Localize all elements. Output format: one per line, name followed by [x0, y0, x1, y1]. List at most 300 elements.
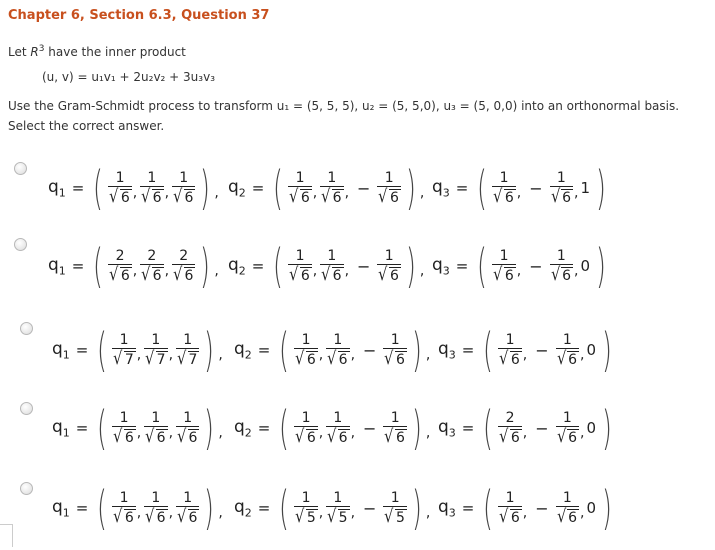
denominator	[326, 426, 349, 446]
comma: ,	[214, 263, 219, 279]
vector-q3	[438, 322, 616, 378]
vector-subscript: 3	[448, 506, 456, 520]
denominator	[556, 506, 579, 526]
vector-label: $q_3$	[438, 496, 456, 520]
equals-sign: =	[461, 499, 475, 517]
numerator: 1	[499, 248, 509, 264]
fraction	[112, 410, 135, 446]
right-paren: )	[602, 323, 612, 377]
radicand: 6	[152, 268, 162, 284]
denominator	[144, 348, 167, 368]
comma: ,	[136, 505, 142, 521]
radical-sign: √	[141, 186, 151, 207]
choice-radio-5[interactable]	[20, 482, 33, 495]
radicand: 6	[188, 510, 198, 526]
fraction	[326, 332, 349, 368]
radical-sign: √	[113, 426, 123, 447]
left-paren: (	[93, 239, 104, 293]
numerator: 1	[562, 490, 572, 506]
fraction	[320, 170, 343, 206]
numerator: 1	[327, 170, 337, 186]
denominator	[383, 506, 406, 526]
vector-label: $q_2$	[234, 338, 252, 362]
space-exponent: 3	[38, 44, 45, 54]
radical-sign: √	[289, 186, 299, 207]
denominator	[288, 264, 311, 284]
numerator: 1	[301, 490, 311, 506]
intro-suffix: have the inner product	[44, 45, 186, 59]
fraction	[140, 248, 163, 284]
vector-label: $q_1$	[48, 176, 66, 200]
numerator: 1	[183, 490, 193, 506]
denominator	[377, 264, 400, 284]
radicand: 6	[300, 268, 310, 284]
radicand: 6	[300, 190, 310, 206]
right-paren: )	[204, 481, 215, 535]
question-title: Chapter 6, Section 6.3, Question 37	[8, 8, 270, 23]
vector-q2	[228, 160, 426, 216]
numerator: 1	[384, 248, 394, 264]
left-paren: (	[93, 161, 104, 215]
right-paren: )	[405, 161, 416, 215]
numerator: 1	[562, 410, 572, 426]
fraction	[172, 170, 195, 206]
denominator	[377, 186, 400, 206]
comma: ,	[419, 263, 425, 279]
radical-sign: √	[556, 348, 566, 369]
vector-q1	[52, 400, 225, 456]
minus-sign: −	[357, 256, 371, 276]
vector-q2	[234, 480, 432, 536]
vector-subscript: 1	[58, 264, 66, 278]
numerator: 1	[390, 490, 400, 506]
fraction	[498, 490, 521, 526]
fraction	[556, 410, 579, 446]
radicand: 6	[188, 430, 198, 446]
denominator	[176, 348, 199, 368]
left-paren: (	[483, 323, 494, 377]
radical-sign: √	[327, 348, 337, 369]
vector-subscript: 3	[448, 348, 456, 362]
vector-subscript: 1	[62, 348, 70, 362]
left-paren: (	[483, 481, 494, 535]
radicand: 6	[510, 352, 520, 368]
fraction	[383, 332, 406, 368]
inner-product-formula: (u, v) = u₁v₁ + 2u₂v₂ + 3u₃v₃	[42, 70, 216, 84]
instruction-line-1: Use the Gram-Schmidt process to transform u₁ = (5, 5, 5), u₂ = (5, 5,0), u₃ = (5, 0,0) into an orthonormal basis.	[8, 99, 680, 113]
left-paren: (	[279, 481, 290, 535]
denominator	[320, 186, 343, 206]
right-paren: )	[204, 323, 215, 377]
fraction	[326, 410, 349, 446]
denominator	[108, 186, 131, 206]
numerator: 1	[384, 170, 394, 186]
left-paren: (	[97, 323, 108, 377]
radical-sign: √	[493, 186, 503, 207]
comma: ,	[218, 425, 223, 441]
radical-sign: √	[145, 348, 155, 369]
fraction	[144, 332, 167, 368]
comma: ,	[516, 185, 522, 201]
left-paren: (	[279, 401, 290, 455]
radicand: 6	[562, 268, 571, 284]
vector-subscript: 1	[62, 506, 70, 520]
left-paren: (	[273, 161, 284, 215]
radical-sign: √	[550, 186, 560, 207]
vector-label: $q_1$	[52, 496, 70, 520]
fraction	[383, 490, 406, 526]
numerator: 1	[505, 490, 515, 506]
radical-sign: √	[295, 348, 305, 369]
radicand: 6	[124, 430, 134, 446]
vector-label: $q_2$	[228, 254, 246, 278]
vector-subscript: 2	[244, 348, 252, 362]
vector-q2	[234, 400, 432, 456]
denominator	[492, 264, 515, 284]
radical-sign: √	[556, 506, 566, 527]
denominator	[112, 506, 135, 526]
right-paren: )	[411, 323, 422, 377]
comma: ,	[218, 347, 223, 363]
radicand: 6	[510, 430, 520, 446]
denominator	[383, 348, 406, 368]
fraction	[288, 170, 311, 206]
radical-sign: √	[327, 506, 337, 527]
choice-radio-2[interactable]	[14, 238, 27, 251]
denominator	[288, 186, 311, 206]
radical-sign: √	[141, 264, 151, 285]
numerator: 1	[499, 170, 509, 186]
right-paren: )	[405, 239, 416, 293]
comma: ,	[218, 505, 223, 521]
equals-sign: =	[455, 179, 469, 197]
minus-sign: −	[363, 498, 377, 518]
vector-subscript: 1	[62, 426, 70, 440]
vector-subscript: 2	[244, 506, 252, 520]
comma: ,	[580, 425, 585, 441]
denominator	[556, 348, 579, 368]
left-paren: (	[483, 401, 494, 455]
intro-text	[8, 44, 186, 59]
comma: ,	[318, 347, 324, 363]
fraction	[556, 332, 579, 368]
vector-label: $q_2$	[234, 496, 252, 520]
fraction	[294, 490, 317, 526]
choice-radio-4[interactable]	[20, 402, 33, 415]
comma: ,	[350, 347, 356, 363]
comma: ,	[312, 263, 318, 279]
vector-subscript: 3	[442, 186, 450, 200]
comma: ,	[425, 347, 431, 363]
comma: ,	[132, 185, 138, 201]
radical-sign: √	[550, 264, 560, 285]
numerator: 1	[119, 332, 129, 348]
radical-sign: √	[295, 426, 305, 447]
radicand: 6	[332, 268, 342, 284]
radical-sign: √	[378, 186, 388, 207]
comma: ,	[136, 347, 142, 363]
right-paren: )	[204, 401, 215, 455]
numerator: 1	[327, 248, 337, 264]
vector-subscript: 1	[58, 186, 66, 200]
comma: ,	[522, 347, 528, 363]
right-paren: )	[200, 161, 211, 215]
vector-label: $q_1$	[52, 416, 70, 440]
fraction	[112, 332, 135, 368]
numerator: 2	[505, 410, 515, 426]
answer-choice-3[interactable]	[0, 322, 715, 392]
fraction	[556, 490, 579, 526]
vector-q1	[52, 480, 225, 536]
fraction	[498, 410, 521, 446]
comma: ,	[580, 347, 585, 363]
denominator	[140, 264, 163, 284]
numerator: 1	[179, 170, 189, 186]
comma: ,	[425, 425, 431, 441]
numerator: 1	[295, 248, 305, 264]
numerator: 1	[151, 410, 161, 426]
denominator	[320, 264, 343, 284]
denominator	[294, 506, 317, 526]
equals-sign: =	[257, 341, 271, 359]
minus-sign: −	[363, 340, 377, 360]
numerator: 1	[333, 410, 343, 426]
answer-choice-5[interactable]	[0, 480, 715, 550]
equals-sign: =	[461, 341, 475, 359]
radicand: 6	[120, 190, 130, 206]
denominator	[112, 348, 135, 368]
equals-sign: =	[75, 341, 89, 359]
comma: ,	[574, 185, 579, 201]
minus-sign: −	[535, 340, 549, 360]
fraction	[492, 248, 515, 284]
radical-sign: √	[173, 264, 183, 285]
comma: ,	[419, 185, 425, 201]
radicand: 6	[395, 430, 405, 446]
comma: ,	[136, 425, 142, 441]
radical-sign: √	[499, 506, 509, 527]
radical-sign: √	[499, 426, 509, 447]
vector-subscript: 3	[442, 264, 450, 278]
radical-sign: √	[173, 186, 183, 207]
choice-radio-1[interactable]	[14, 162, 27, 175]
radicand: 6	[306, 430, 316, 446]
radicand: 5	[338, 510, 348, 526]
equals-sign: =	[71, 257, 85, 275]
comma: ,	[318, 505, 324, 521]
left-paren: (	[97, 401, 108, 455]
numerator: 1	[333, 490, 343, 506]
denominator	[294, 426, 317, 446]
comma: ,	[574, 263, 579, 279]
equals-sign: =	[71, 179, 85, 197]
fraction	[176, 410, 199, 446]
numerator: 1	[183, 332, 193, 348]
numerator: 1	[562, 332, 572, 348]
numerator: 1	[147, 170, 157, 186]
numerator: 1	[119, 410, 129, 426]
comma: ,	[344, 263, 350, 279]
numerator: 2	[179, 248, 189, 264]
fraction	[172, 248, 195, 284]
minus-sign: −	[357, 178, 371, 198]
radical-sign: √	[384, 506, 394, 527]
fraction	[498, 332, 521, 368]
radicand: 6	[152, 190, 162, 206]
minus-sign: −	[529, 256, 543, 276]
minus-sign: −	[363, 418, 377, 438]
vector-label: $q_3$	[432, 176, 450, 200]
radical-sign: √	[177, 348, 187, 369]
component-value: 0	[580, 257, 590, 275]
vector-q1	[48, 238, 221, 294]
vector-subscript: 2	[238, 264, 246, 278]
radicand: 7	[156, 352, 166, 368]
minus-sign: −	[529, 178, 543, 198]
radicand: 6	[156, 430, 166, 446]
radical-sign: √	[493, 264, 503, 285]
right-paren: )	[411, 481, 422, 535]
radicand: 6	[124, 510, 134, 526]
denominator	[144, 426, 167, 446]
radical-sign: √	[145, 426, 155, 447]
radicand: 6	[184, 190, 194, 206]
comma: ,	[522, 505, 528, 521]
radicand: 6	[120, 268, 130, 284]
comma: ,	[344, 185, 350, 201]
radicand: 6	[504, 268, 514, 284]
numerator: 1	[301, 410, 311, 426]
numerator: 1	[119, 490, 129, 506]
fraction	[492, 170, 515, 206]
answer-choice-4[interactable]	[0, 400, 715, 470]
fraction	[176, 332, 199, 368]
vector-subscript: 3	[448, 426, 456, 440]
right-paren: )	[602, 401, 612, 455]
denominator	[140, 186, 163, 206]
comma: ,	[318, 425, 324, 441]
comma: ,	[168, 347, 174, 363]
fraction	[176, 490, 199, 526]
numerator: 1	[505, 332, 515, 348]
denominator	[326, 348, 349, 368]
fraction	[326, 490, 349, 526]
denominator	[498, 348, 521, 368]
numerator: 1	[390, 332, 400, 348]
radical-sign: √	[327, 426, 337, 447]
fraction	[108, 170, 131, 206]
component-value: 0	[586, 341, 596, 359]
radical-sign: √	[113, 506, 123, 527]
minus-sign: −	[535, 418, 549, 438]
fraction	[550, 170, 573, 206]
denominator	[172, 264, 195, 284]
answer-choice-2[interactable]	[0, 238, 715, 308]
vector-label: $q_3$	[438, 416, 456, 440]
numerator: 1	[295, 170, 305, 186]
radical-sign: √	[177, 426, 187, 447]
radical-sign: √	[321, 264, 331, 285]
vector-q1	[48, 160, 221, 216]
radicand: 6	[389, 190, 399, 206]
radicand: 6	[504, 190, 514, 206]
denominator	[176, 426, 199, 446]
vector-q3	[432, 238, 610, 294]
radicand: 6	[306, 352, 316, 368]
equals-sign: =	[257, 499, 271, 517]
vector-label: $q_1$	[48, 254, 66, 278]
fraction	[550, 248, 573, 284]
radical-sign: √	[145, 506, 155, 527]
fraction	[144, 490, 167, 526]
radical-sign: √	[499, 348, 509, 369]
radicand: 6	[510, 510, 520, 526]
radical-sign: √	[384, 426, 394, 447]
equals-sign: =	[75, 499, 89, 517]
component-value: 0	[586, 419, 596, 437]
radicand: 6	[338, 352, 348, 368]
fraction	[108, 248, 131, 284]
vector-q1	[52, 322, 225, 378]
equals-sign: =	[455, 257, 469, 275]
radicand: 6	[332, 190, 342, 206]
denominator	[172, 186, 195, 206]
denominator	[294, 348, 317, 368]
vector-q3	[432, 160, 610, 216]
space-symbol: R	[30, 45, 39, 59]
vector-label: $q_3$	[432, 254, 450, 278]
right-paren: )	[411, 401, 422, 455]
fraction	[288, 248, 311, 284]
radicand: 6	[156, 510, 166, 526]
radicand: 6	[562, 190, 571, 206]
choice-radio-3[interactable]	[20, 322, 33, 335]
vector-q3	[438, 400, 616, 456]
denominator	[498, 506, 521, 526]
denominator	[112, 426, 135, 446]
fraction	[144, 410, 167, 446]
comma: ,	[516, 263, 522, 279]
equals-sign: =	[251, 179, 265, 197]
numerator: 1	[556, 170, 566, 186]
radical-sign: √	[556, 426, 566, 447]
radical-sign: √	[295, 506, 305, 527]
right-paren: )	[602, 481, 612, 535]
fraction	[112, 490, 135, 526]
denominator	[326, 506, 349, 526]
comma: ,	[350, 505, 356, 521]
instruction-line-2: Select the correct answer.	[8, 119, 165, 133]
radicand: 5	[395, 510, 405, 526]
numerator: 1	[115, 170, 125, 186]
comma: ,	[580, 505, 585, 521]
left-paren: (	[97, 481, 108, 535]
denominator	[108, 264, 131, 284]
fraction	[383, 410, 406, 446]
answer-choice-1[interactable]	[0, 160, 715, 230]
vector-label: $q_2$	[228, 176, 246, 200]
fraction	[294, 410, 317, 446]
vector-subscript: 2	[238, 186, 246, 200]
radical-sign: √	[289, 264, 299, 285]
denominator	[176, 506, 199, 526]
denominator	[383, 426, 406, 446]
left-paren: (	[477, 161, 488, 215]
fraction	[377, 170, 400, 206]
radicand: 6	[568, 352, 577, 368]
radical-sign: √	[109, 186, 119, 207]
radical-sign: √	[109, 264, 119, 285]
